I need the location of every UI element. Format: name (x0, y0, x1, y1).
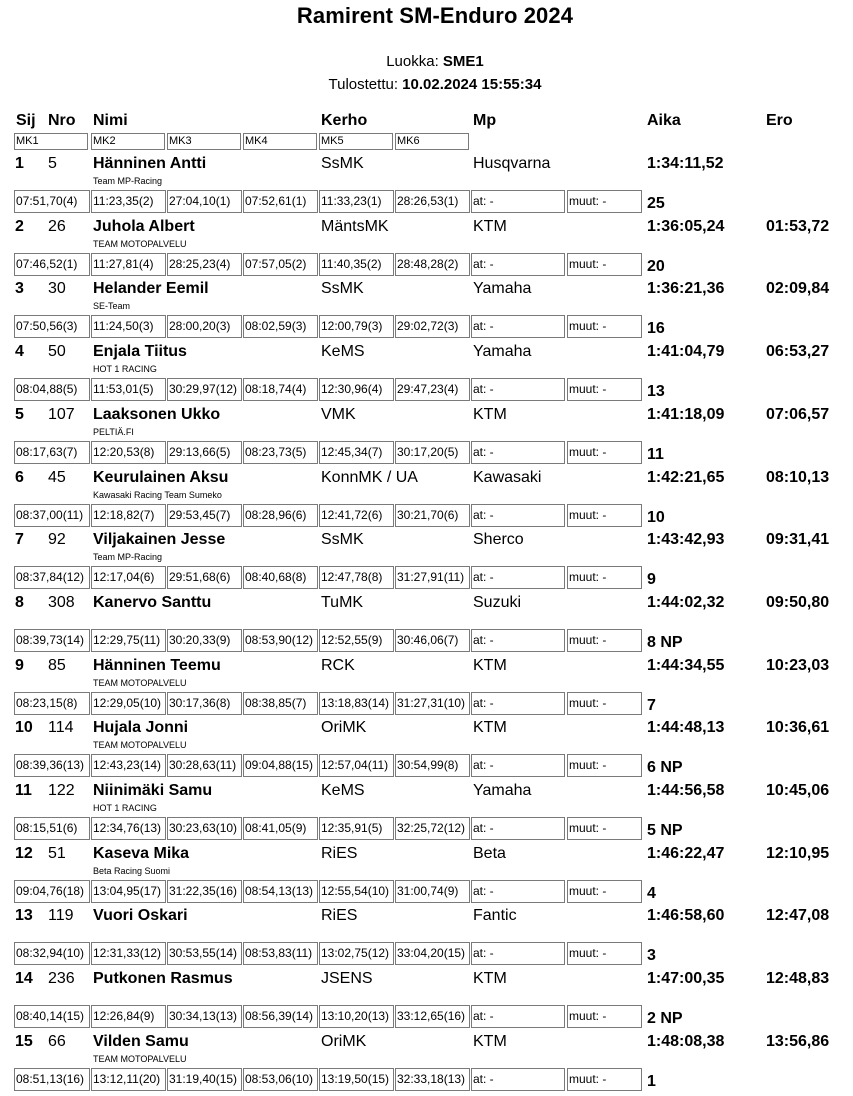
stage-time-mk5: 11:33,23(1) (319, 190, 394, 213)
rider-club: KeMS (321, 343, 365, 361)
rider-time-difference: 10:36,61 (766, 719, 830, 737)
stage-time-mk4: 07:57,05(2) (243, 253, 318, 276)
rider-number: 50 (48, 343, 66, 361)
rider-time-difference: 06:53,27 (766, 343, 830, 361)
header-ero: Ero (766, 112, 793, 129)
rider-bike: Yamaha (473, 280, 532, 298)
stage-time-mk5: 13:10,20(13) (319, 1005, 394, 1028)
stage-time-mk1: 08:23,15(8) (14, 692, 90, 715)
rider-total-time: 1:46:58,60 (647, 907, 725, 925)
stage-time-mk4: 08:56,39(14) (243, 1005, 318, 1028)
rider-team: TEAM MOTOPALVELU (93, 1053, 187, 1064)
rider-bike: KTM (473, 1032, 507, 1050)
stage-time-mk3: 30:53,55(14) (167, 942, 242, 965)
stage-time-mk5: 12:45,34(7) (319, 441, 394, 464)
rider-number: 66 (48, 1032, 66, 1050)
rider-number: 308 (48, 593, 75, 611)
stage-time-mk1: 08:51,13(16) (14, 1068, 90, 1091)
penalty-other: muut: - (567, 504, 642, 527)
stage-time-mk5: 12:47,78(8) (319, 566, 394, 589)
stage-time-mk1: 07:51,70(4) (14, 190, 90, 213)
rider-total-time: 1:46:22,47 (647, 844, 725, 862)
rider-club: RiES (321, 844, 358, 862)
rider-total-time: 1:47:00,35 (647, 970, 725, 988)
rider-name: Vuori Oskari (93, 907, 188, 925)
rider-row (0, 217, 853, 280)
page-title: Ramirent SM-Enduro 2024 (296, 3, 574, 28)
penalty-at: at: - (471, 1068, 565, 1091)
rider-bike: Sherco (473, 531, 524, 549)
rider-points: 6 NP (647, 759, 683, 777)
rider-name: Kaseva Mika (93, 844, 190, 862)
rider-position: 14 (15, 970, 33, 988)
penalty-other: muut: - (567, 880, 642, 903)
rider-time-difference: 09:50,80 (766, 593, 830, 611)
stage-time-mk3: 30:17,36(8) (167, 692, 242, 715)
penalty-other: muut: - (567, 692, 642, 715)
stage-time-mk2: 11:23,35(2) (91, 190, 166, 213)
rider-team: TEAM MOTOPALVELU (93, 677, 187, 688)
stage-time-mk1: 08:39,73(14) (14, 629, 90, 652)
rider-time-difference: 10:23,03 (766, 656, 830, 674)
rider-points: 25 (647, 195, 665, 212)
header-nimi: Nimi (93, 112, 128, 129)
rider-row (0, 154, 853, 217)
header-aika: Aika (647, 112, 681, 129)
stage-time-mk3: 30:20,33(9) (167, 629, 242, 652)
stage-time-mk6: 30:17,20(5) (395, 441, 470, 464)
rider-total-time: 1:36:21,36 (647, 280, 725, 298)
rider-total-time: 1:48:08,38 (647, 1032, 725, 1050)
rider-name: Putkonen Rasmus (93, 970, 233, 988)
stage-time-mk1: 08:17,63(7) (14, 441, 90, 464)
header-kerho: Kerho (321, 112, 368, 129)
class-label: Luokka: (386, 53, 439, 70)
penalty-at: at: - (471, 504, 565, 527)
stage-time-mk5: 12:00,79(3) (319, 315, 394, 338)
stage-header-mk1: MK1 (14, 133, 88, 150)
rider-number: 5 (48, 155, 57, 172)
rider-club: SsMK (321, 155, 364, 172)
stage-time-mk1: 07:46,52(1) (14, 253, 90, 276)
stage-time-mk1: 08:04,88(5) (14, 378, 90, 401)
stage-time-mk3: 29:51,68(6) (167, 566, 242, 589)
rider-row (0, 781, 853, 844)
rider-position: 2 (15, 217, 24, 235)
stage-time-mk2: 12:18,82(7) (91, 504, 166, 527)
penalty-other: muut: - (567, 253, 642, 276)
rider-total-time: 1:34:11,52 (647, 155, 724, 172)
stage-time-mk6: 32:25,72(12) (395, 817, 470, 840)
rider-team: HOT 1 RACING (93, 803, 157, 813)
class-value: SME1 (442, 53, 484, 70)
stage-time-mk5: 13:19,50(15) (319, 1068, 394, 1091)
stage-time-mk6: 33:04,20(15) (395, 942, 470, 965)
rider-name: Hujala Jonni (93, 719, 189, 737)
stage-time-mk3: 31:19,40(15) (167, 1068, 242, 1091)
stage-time-mk3: 28:25,23(4) (167, 253, 242, 276)
stage-time-mk3: 29:53,45(7) (167, 504, 242, 527)
stage-time-mk2: 11:27,81(4) (91, 253, 166, 276)
stage-time-mk4: 08:53,83(11) (243, 942, 318, 965)
rider-position: 9 (15, 656, 24, 674)
stage-header-mk6: MK6 (395, 133, 469, 150)
stage-time-mk4: 08:41,05(9) (243, 817, 318, 840)
stage-time-mk2: 13:04,95(17) (91, 880, 166, 903)
rider-name: Vilden Samu (93, 1032, 189, 1050)
rider-team: Team MP-Racing (93, 176, 163, 186)
stage-time-mk5: 12:52,55(9) (319, 629, 394, 652)
rider-position: 10 (15, 719, 33, 737)
stage-time-mk1: 08:37,00(11) (14, 504, 90, 527)
penalty-other: muut: - (567, 1068, 642, 1091)
rider-number: 45 (48, 468, 66, 486)
rider-total-time: 1:44:48,13 (647, 719, 725, 737)
rider-position: 15 (15, 1032, 33, 1050)
penalty-at: at: - (471, 315, 565, 338)
stage-time-mk6: 31:00,74(9) (395, 880, 470, 903)
rider-team: SE-Team (93, 301, 131, 312)
stage-time-mk2: 12:29,75(11) (91, 629, 166, 652)
stage-time-mk5: 13:02,75(12) (319, 942, 394, 965)
stage-time-mk3: 30:34,13(13) (167, 1005, 242, 1028)
rider-points: 5 NP (647, 822, 683, 839)
rider-position: 7 (15, 531, 24, 549)
rider-row (0, 279, 853, 342)
rider-name: Viljakainen Jesse (93, 531, 226, 549)
rider-bike: Yamaha (473, 343, 532, 361)
rider-bike: Husqvarna (473, 155, 551, 172)
rider-bike: KTM (473, 719, 507, 737)
rider-number: 26 (48, 217, 66, 235)
rider-row (0, 405, 853, 468)
stage-time-mk5: 12:41,72(6) (319, 504, 394, 527)
rider-name: Enjala Tiitus (93, 343, 187, 361)
penalty-other: muut: - (567, 566, 642, 589)
stage-time-mk1: 08:37,84(12) (14, 566, 90, 589)
rider-club: RCK (321, 656, 355, 674)
stage-time-mk6: 30:21,70(6) (395, 504, 470, 527)
rider-team: Team MP-Racing (93, 552, 163, 563)
stage-time-mk1: 07:50,56(3) (14, 315, 90, 338)
rider-bike: KTM (473, 405, 507, 423)
header-mp: Mp (473, 112, 497, 129)
rider-points: 1 (647, 1072, 656, 1090)
header-nro: Nro (48, 112, 76, 129)
stage-time-mk5: 12:57,04(11) (319, 754, 394, 777)
rider-total-time: 1:44:02,32 (647, 593, 725, 611)
rider-position: 12 (15, 844, 33, 862)
rider-team: Beta Racing Suomi (93, 865, 171, 876)
penalty-other: muut: - (567, 441, 642, 464)
rider-name: Keurulainen Aksu (93, 468, 229, 486)
stage-time-mk5: 12:35,91(5) (319, 817, 394, 840)
rider-points: 9 (647, 571, 656, 589)
stage-time-mk2: 12:26,84(9) (91, 1005, 166, 1028)
rider-row (0, 844, 853, 907)
rider-club: RiES (321, 907, 358, 925)
rider-total-time: 1:41:04,79 (647, 343, 725, 361)
rider-number: 30 (48, 280, 66, 298)
rider-position: 6 (15, 468, 24, 486)
stage-time-mk1: 08:15,51(6) (14, 817, 90, 840)
rider-club: OriMK (321, 719, 367, 737)
rider-name: Hänninen Teemu (93, 656, 221, 674)
rider-total-time: 1:42:21,65 (647, 468, 725, 486)
stage-time-mk6: 31:27,31(10) (395, 692, 470, 715)
rider-time-difference: 12:47,08 (766, 907, 830, 925)
stage-time-mk6: 32:33,18(13) (395, 1068, 470, 1091)
rider-total-time: 1:43:42,93 (647, 531, 725, 549)
stage-time-mk6: 28:26,53(1) (395, 190, 470, 213)
rider-bike: KTM (473, 217, 507, 235)
stage-header-mk3: MK3 (167, 133, 241, 150)
rider-row (0, 969, 853, 1032)
penalty-at: at: - (471, 692, 565, 715)
penalty-other: muut: - (567, 315, 642, 338)
rider-number: 92 (48, 531, 66, 549)
stage-time-mk4: 08:18,74(4) (243, 378, 318, 401)
rider-name: Niinimäki Samu (93, 782, 213, 799)
stage-time-mk6: 33:12,65(16) (395, 1005, 470, 1028)
penalty-at: at: - (471, 378, 565, 401)
stage-time-mk2: 13:12,11(20) (91, 1068, 166, 1091)
rider-row (0, 468, 853, 531)
stage-time-mk3: 31:22,35(16) (167, 880, 242, 903)
rider-points: 11 (647, 445, 664, 463)
penalty-at: at: - (471, 441, 565, 464)
rider-club: JSENS (321, 970, 373, 988)
printed-value: 10.02.2024 15:55:34 (402, 76, 542, 93)
penalty-other: muut: - (567, 378, 642, 401)
stage-time-mk1: 08:39,36(13) (14, 754, 90, 777)
stage-time-mk1: 08:40,14(15) (14, 1005, 90, 1028)
rider-time-difference: 13:56,86 (766, 1032, 830, 1050)
stage-time-mk3: 30:29,97(12) (167, 378, 242, 401)
rider-name: Hänninen Antti (93, 155, 207, 172)
rider-position: 13 (15, 907, 33, 925)
rider-position: 11 (15, 782, 32, 799)
printed-line (0, 76, 853, 93)
stage-header-mk2: MK2 (91, 133, 165, 150)
rider-bike: KTM (473, 656, 507, 674)
stage-header-mk4: MK4 (243, 133, 317, 150)
rider-time-difference: 07:06,57 (766, 405, 830, 423)
rider-points: 10 (647, 508, 665, 526)
penalty-other: muut: - (567, 942, 642, 965)
rider-number: 85 (48, 656, 66, 674)
rider-club: SsMK (321, 531, 364, 549)
rider-total-time: 1:44:34,55 (647, 656, 725, 674)
rider-number: 236 (48, 970, 75, 988)
rider-position: 5 (15, 405, 24, 423)
rider-bike: Kawasaki (473, 468, 542, 486)
stage-time-mk4: 08:53,06(10) (243, 1068, 318, 1091)
penalty-at: at: - (471, 629, 565, 652)
rider-points: 8 NP (647, 633, 683, 651)
stage-time-mk2: 12:17,04(6) (91, 566, 166, 589)
penalty-at: at: - (471, 253, 565, 276)
rider-position: 3 (15, 280, 24, 298)
penalty-at: at: - (471, 1005, 565, 1028)
stage-time-mk3: 27:04,10(1) (167, 190, 242, 213)
header-sij: Sij (16, 112, 36, 129)
penalty-at: at: - (471, 190, 565, 213)
rider-row (0, 593, 853, 656)
rider-name: Juhola Albert (93, 217, 195, 235)
printed-label: Tulostettu: (328, 76, 398, 93)
rider-team: TEAM MOTOPALVELU (93, 238, 187, 249)
rider-number: 122 (48, 782, 75, 799)
stage-time-mk6: 31:27,91(11) (395, 566, 470, 589)
penalty-at: at: - (471, 754, 565, 777)
rider-time-difference: 08:10,13 (766, 468, 830, 486)
stage-time-mk2: 12:29,05(10) (91, 692, 166, 715)
rider-club: VMK (321, 405, 356, 423)
rider-team: PELTIÄ.FI (93, 426, 134, 437)
penalty-other: muut: - (567, 629, 642, 652)
rider-name: Kanervo Santtu (93, 593, 212, 611)
stage-time-mk4: 08:02,59(3) (243, 315, 318, 338)
rider-bike: Suzuki (473, 593, 522, 611)
rider-team: HOT 1 RACING (93, 364, 157, 375)
penalty-at: at: - (471, 566, 565, 589)
penalty-at: at: - (471, 817, 565, 840)
stage-time-mk3: 28:00,20(3) (167, 315, 242, 338)
rider-time-difference: 10:45,06 (766, 782, 830, 799)
rider-points: 16 (647, 320, 665, 338)
stage-time-mk5: 12:55,54(10) (319, 880, 394, 903)
rider-time-difference: 12:48,83 (766, 970, 830, 988)
rider-team: Kawasaki Racing Team Sumeko (93, 489, 222, 500)
rider-total-time: 1:44:56,58 (647, 782, 725, 799)
stage-time-mk2: 12:43,23(14) (91, 754, 166, 777)
stage-time-mk4: 08:40,68(8) (243, 566, 318, 589)
penalty-other: muut: - (567, 190, 642, 213)
stage-time-mk4: 08:54,13(13) (243, 880, 318, 903)
rider-points: 3 (647, 947, 656, 965)
rider-row (0, 342, 853, 405)
stage-time-mk4: 08:38,85(7) (243, 692, 318, 715)
rider-position: 4 (15, 343, 24, 361)
class-line (0, 53, 853, 70)
rider-time-difference: 01:53,72 (766, 217, 830, 235)
penalty-other: muut: - (567, 754, 642, 777)
rider-number: 119 (48, 907, 74, 925)
stage-time-mk1: 08:32,94(10) (14, 942, 90, 965)
rider-position: 8 (15, 593, 24, 611)
stage-time-mk3: 30:28,63(11) (167, 754, 242, 777)
rider-bike: KTM (473, 970, 507, 988)
rider-points: 20 (647, 257, 665, 275)
stage-time-mk6: 30:54,99(8) (395, 754, 470, 777)
rider-time-difference: 02:09,84 (766, 280, 830, 298)
rider-total-time: 1:41:18,09 (647, 405, 725, 423)
penalty-at: at: - (471, 880, 565, 903)
rider-position: 1 (15, 155, 24, 172)
stage-time-mk3: 30:23,63(10) (167, 817, 242, 840)
rider-points: 13 (647, 383, 665, 401)
stage-time-mk2: 11:53,01(5) (91, 378, 166, 401)
rider-number: 51 (48, 844, 66, 862)
penalty-other: muut: - (567, 1005, 642, 1028)
rider-bike: Fantic (473, 907, 517, 925)
rider-name: Laaksonen Ukko (93, 405, 221, 423)
stage-time-mk1: 09:04,76(18) (14, 880, 90, 903)
rider-name: Helander Eemil (93, 280, 209, 298)
stage-time-mk6: 29:47,23(4) (395, 378, 470, 401)
stage-time-mk3: 29:13,66(5) (167, 441, 242, 464)
rider-club: KeMS (321, 782, 365, 799)
rider-club: MäntsMK (321, 217, 389, 235)
stage-time-mk4: 07:52,61(1) (243, 190, 318, 213)
rider-club: TuMK (321, 593, 364, 611)
rider-time-difference: 12:10,95 (766, 844, 830, 862)
rider-team: TEAM MOTOPALVELU (93, 740, 187, 751)
stage-time-mk6: 28:48,28(2) (395, 253, 470, 276)
stage-time-mk2: 12:34,76(13) (91, 817, 166, 840)
stage-time-mk4: 08:28,96(6) (243, 504, 318, 527)
stage-time-mk2: 12:20,53(8) (91, 441, 166, 464)
stage-time-mk4: 08:53,90(12) (243, 629, 318, 652)
stage-time-mk5: 11:40,35(2) (319, 253, 394, 276)
stage-time-mk4: 08:23,73(5) (243, 441, 318, 464)
rider-number: 107 (48, 405, 75, 423)
stage-time-mk6: 30:46,06(7) (395, 629, 470, 652)
rider-row (0, 906, 853, 969)
rider-row (0, 718, 853, 781)
penalty-at: at: - (471, 942, 565, 965)
rider-bike: Yamaha (473, 782, 532, 799)
rider-row (0, 1032, 853, 1095)
rider-row (0, 530, 853, 593)
stage-header-mk5: MK5 (319, 133, 393, 150)
stage-time-mk5: 12:30,96(4) (319, 378, 394, 401)
rider-total-time: 1:36:05,24 (647, 217, 725, 235)
stage-time-mk5: 13:18,83(14) (319, 692, 394, 715)
stage-time-mk4: 09:04,88(15) (243, 754, 318, 777)
rider-club: OriMK (321, 1032, 367, 1050)
rider-bike: Beta (473, 844, 506, 862)
rider-club: KonnMK / UA (321, 468, 418, 486)
rider-points: 2 NP (647, 1010, 683, 1028)
penalty-other: muut: - (567, 817, 642, 840)
rider-time-difference: 09:31,41 (766, 531, 830, 549)
rider-club: SsMK (321, 280, 364, 298)
rider-number: 114 (48, 719, 74, 737)
rider-points: 7 (647, 696, 656, 714)
stage-time-mk2: 12:31,33(12) (91, 942, 166, 965)
stage-time-mk6: 29:02,72(3) (395, 315, 470, 338)
rider-points: 4 (647, 884, 656, 902)
stage-time-mk2: 11:24,50(3) (91, 315, 166, 338)
rider-row (0, 656, 853, 719)
